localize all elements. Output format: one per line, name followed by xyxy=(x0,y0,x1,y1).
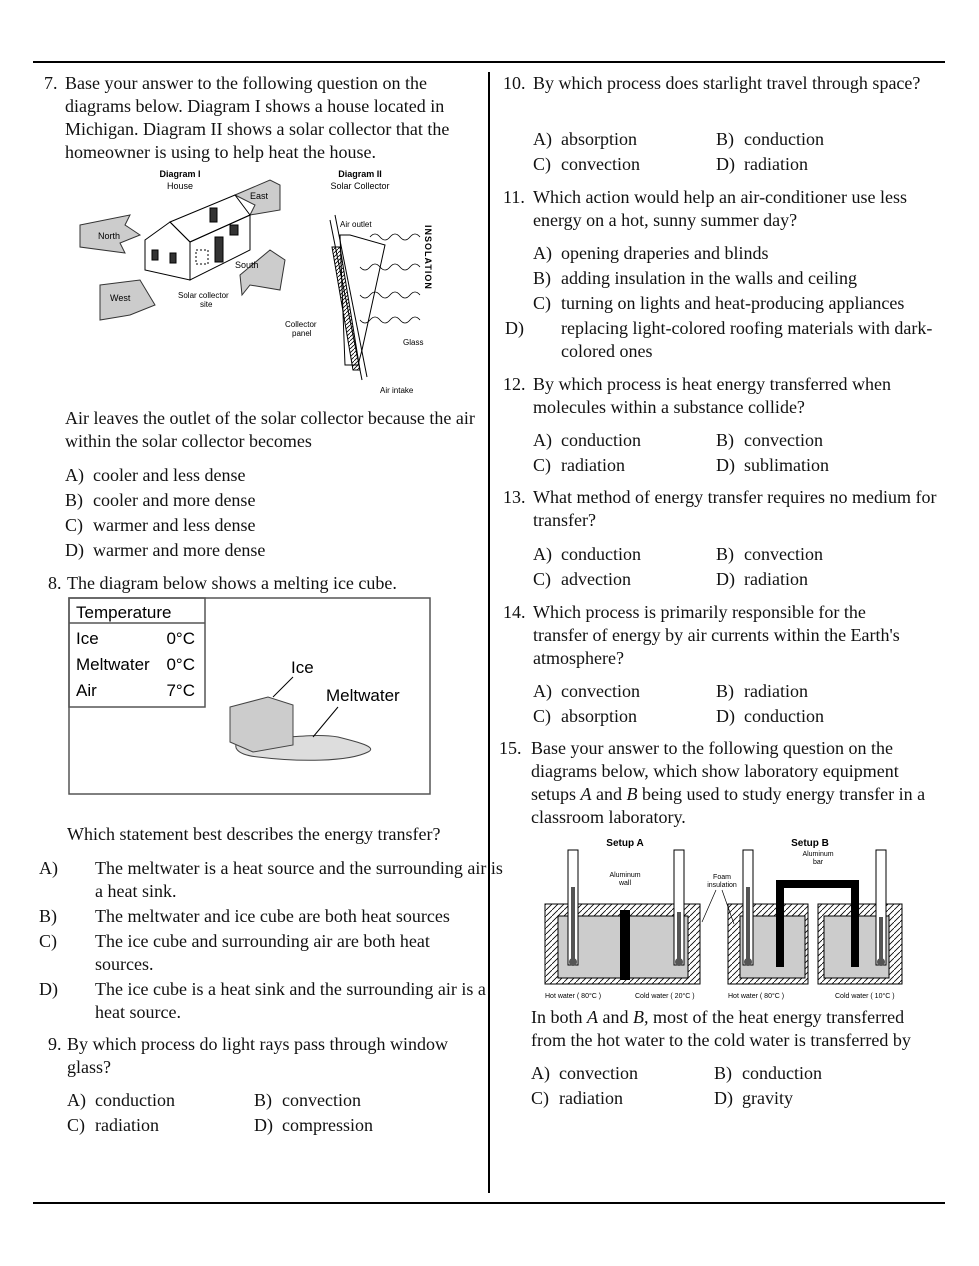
question-number: 14. xyxy=(503,602,526,622)
option-a[interactable] xyxy=(533,428,641,453)
option-text: conduction xyxy=(95,1090,175,1110)
insolation-waves xyxy=(360,234,420,323)
setup-b-label: Setup B xyxy=(791,838,829,849)
option-letter: C) xyxy=(67,1115,85,1135)
option-letter: D) xyxy=(716,455,735,475)
option-letter: C) xyxy=(533,569,551,589)
lab-setup-diagram xyxy=(540,832,910,1004)
option-d[interactable] xyxy=(716,704,824,729)
option-c[interactable] xyxy=(67,1113,159,1138)
option-letter: A) xyxy=(533,544,552,564)
air-row-value: 7°C xyxy=(166,681,195,700)
question-stem: By which process does starlight travel through space? xyxy=(533,73,921,93)
option-b[interactable] xyxy=(65,488,255,513)
ice-label: Ice xyxy=(291,658,314,677)
option-letter: A) xyxy=(533,243,552,263)
option-d[interactable] xyxy=(254,1113,373,1138)
option-b[interactable] xyxy=(254,1088,361,1113)
option-text: adding insulation in the walls and ceiling xyxy=(561,268,857,288)
option-text: convection xyxy=(561,154,640,174)
option-c[interactable] xyxy=(533,567,631,592)
meltwater-label: Meltwater xyxy=(326,686,400,705)
option-d[interactable] xyxy=(716,152,808,177)
aluminum-wall-label-2: wall xyxy=(618,880,632,887)
question-stem: Which process is primarily responsible for the transfer of energy by air currents within the Earth's atmosphere? xyxy=(533,602,900,668)
question-number: 13. xyxy=(503,487,526,507)
option-letter: D) xyxy=(714,1088,733,1108)
option-letter: D) xyxy=(254,1115,273,1135)
option-b[interactable] xyxy=(39,905,505,928)
question-number: 12. xyxy=(503,374,526,394)
question-number: 8. xyxy=(48,573,62,593)
south-label: South xyxy=(235,260,259,270)
option-letter: D) xyxy=(65,540,84,560)
option-text: replacing light-colored roofing materials with dark-colored ones xyxy=(561,318,933,361)
west-label: West xyxy=(110,293,131,303)
collector-panel-label: Collector xyxy=(285,320,317,329)
prompt-setup-a: A xyxy=(587,1007,598,1027)
option-c[interactable] xyxy=(533,152,640,177)
aluminum-wall-label: Aluminum xyxy=(609,872,641,879)
option-text: The meltwater is a heat source and the surrounding air is a heat sink. xyxy=(95,858,503,901)
option-letter: B) xyxy=(716,681,734,701)
option-b[interactable] xyxy=(716,542,823,567)
diagram-1-title: Diagram I xyxy=(159,169,201,179)
option-d[interactable] xyxy=(714,1086,793,1111)
question-number: 11. xyxy=(503,187,525,207)
option-letter: D) xyxy=(505,318,524,338)
collector-panel-label-2: panel xyxy=(292,329,312,338)
option-letter: C) xyxy=(533,455,551,475)
option-text: The meltwater and ice cube are both heat sources xyxy=(95,906,450,926)
option-letter: A) xyxy=(533,681,552,701)
option-text: advection xyxy=(561,569,631,589)
option-b[interactable] xyxy=(716,428,823,453)
option-c[interactable] xyxy=(39,930,490,976)
east-label: East xyxy=(250,191,269,201)
option-text: convection xyxy=(744,544,823,564)
option-text: convection xyxy=(282,1090,361,1110)
meltwater-row-label: Meltwater xyxy=(76,655,150,674)
option-a[interactable] xyxy=(67,1088,175,1113)
option-b[interactable] xyxy=(533,266,857,291)
option-letter: A) xyxy=(531,1063,550,1083)
cold-water-a-label: Cold water ( 20°C ) xyxy=(635,993,695,1000)
solar-collector-site-label: Solar collector xyxy=(178,291,229,300)
option-text: absorption xyxy=(561,129,637,149)
option-c[interactable] xyxy=(65,513,255,538)
option-letter: B) xyxy=(714,1063,732,1083)
option-text: turning on lights and heat-producing appliances xyxy=(561,293,905,313)
air-intake-label: Air intake xyxy=(380,386,414,395)
option-a[interactable] xyxy=(39,857,505,903)
question-stem: The diagram below shows a melting ice cube. xyxy=(67,573,397,593)
prompt-text: and xyxy=(598,1007,633,1027)
option-c[interactable] xyxy=(531,1086,623,1111)
question-stem: By which process is heat energy transferred when molecules within a substance collide? xyxy=(533,374,892,417)
option-letter: B) xyxy=(716,544,734,564)
option-letter: C) xyxy=(533,293,551,313)
temperature-table-header: Temperature xyxy=(76,603,172,622)
option-b[interactable] xyxy=(714,1061,822,1086)
meltwater-row-value: 0°C xyxy=(166,655,195,674)
option-c[interactable] xyxy=(533,291,904,316)
option-text: radiation xyxy=(744,569,808,589)
option-letter: A) xyxy=(39,858,58,878)
ice-row-label: Ice xyxy=(76,629,99,648)
option-text: warmer and more dense xyxy=(93,540,266,560)
option-text: radiation xyxy=(95,1115,159,1135)
setup-a-drawing xyxy=(545,850,700,984)
option-text: radiation xyxy=(744,681,808,701)
option-c[interactable] xyxy=(533,453,625,478)
option-a[interactable] xyxy=(531,1061,638,1086)
option-letter: D) xyxy=(716,569,735,589)
option-text: absorption xyxy=(561,706,637,726)
question-stem xyxy=(531,737,943,829)
option-letter: B) xyxy=(716,129,734,149)
solar-house-diagram xyxy=(70,165,440,400)
solar-collector-drawing xyxy=(330,215,385,380)
glass-label: Glass xyxy=(403,338,424,347)
top-rule xyxy=(33,61,945,63)
option-text: gravity xyxy=(742,1088,793,1108)
prompt-text: In both xyxy=(531,1007,587,1027)
option-letter: D) xyxy=(39,979,58,999)
option-text: opening draperies and blinds xyxy=(561,243,769,263)
question-stem: Base your answer to the following question on the diagrams below. Diagram I shows a house located in Michigan. Diagram II shows a solar collector that the homeowner is using to help heat the house. xyxy=(65,73,450,162)
option-letter: D) xyxy=(716,706,735,726)
option-letter: B) xyxy=(254,1090,272,1110)
option-text: conduction xyxy=(742,1063,822,1083)
option-letter: B) xyxy=(39,906,57,926)
cold-water-b-label: Cold water ( 10°C ) xyxy=(835,993,895,1000)
prompt-text: most of the heat energy transferred from the hot water to the cold water is transferred by xyxy=(531,1007,911,1050)
air-row-label: Air xyxy=(76,681,97,700)
option-a[interactable] xyxy=(533,542,641,567)
option-d[interactable] xyxy=(716,453,829,478)
option-letter: C) xyxy=(65,515,83,535)
solar-collector-site-label-2: site xyxy=(200,300,213,309)
option-c[interactable] xyxy=(533,704,637,729)
option-d[interactable] xyxy=(716,567,808,592)
option-letter: A) xyxy=(533,129,552,149)
setup-b-drawing xyxy=(728,850,902,984)
option-text: radiation xyxy=(561,455,625,475)
option-text: conduction xyxy=(744,706,824,726)
option-d[interactable] xyxy=(65,538,265,563)
diagram-1-subtitle: House xyxy=(166,181,194,191)
bottom-rule xyxy=(33,1202,945,1204)
option-a[interactable] xyxy=(65,463,245,488)
option-letter: A) xyxy=(67,1090,86,1110)
question-stem: Which action would help an air-conditioner use less energy on a hot, sunny summer day? xyxy=(533,187,908,230)
ice-cube xyxy=(230,697,293,752)
diagram-2-title: Diagram II xyxy=(338,169,382,179)
stem-text: being used to study energy transfer in a classroom laboratory. xyxy=(531,784,926,827)
option-text: conduction xyxy=(561,430,641,450)
diagram-2-subtitle: Solar Collector xyxy=(330,181,390,191)
option-text: convection xyxy=(744,430,823,450)
stem-setup-b: B xyxy=(626,784,638,804)
option-text: cooler and more dense xyxy=(93,490,256,510)
prompt-setup-b: B, xyxy=(633,1007,649,1027)
aluminum-bar-label-2: bar xyxy=(812,859,824,866)
option-letter: B) xyxy=(533,268,551,288)
question-number: 10. xyxy=(503,73,526,93)
option-letter: A) xyxy=(533,430,552,450)
ice-row-value: 0°C xyxy=(166,629,195,648)
column-divider xyxy=(488,72,490,1193)
option-letter: C) xyxy=(533,154,551,174)
option-text: compression xyxy=(282,1115,373,1135)
foam-insulation-label-2: insulation xyxy=(707,882,737,889)
question-stem: What method of energy transfer requires no medium for transfer? xyxy=(533,487,937,530)
hot-water-a-label: Hot water ( 80°C ) xyxy=(545,993,602,1000)
option-text: convection xyxy=(561,681,640,701)
stem-setup-a: A xyxy=(580,784,592,804)
stem-text: Base your answer to the following question on the diagrams below, which show laboratory equipment setups xyxy=(531,738,899,804)
question-stem: By which process do light rays pass through window glass? xyxy=(67,1034,448,1077)
option-text: conduction xyxy=(744,129,824,149)
option-text: conduction xyxy=(561,544,641,564)
option-text: cooler and less dense xyxy=(93,465,246,485)
foam-insulation-label: Foam xyxy=(713,874,731,881)
option-letter: C) xyxy=(531,1088,549,1108)
option-letter: B) xyxy=(65,490,83,510)
option-letter: A) xyxy=(65,465,84,485)
setup-a-label: Setup A xyxy=(606,838,644,849)
question-8-prompt: Which statement best describes the energy transfer? xyxy=(67,824,441,844)
insolation-label: INSOLATION xyxy=(423,225,433,290)
option-text: radiation xyxy=(559,1088,623,1108)
question-number: 7. xyxy=(44,73,58,93)
question-number: 15. xyxy=(499,738,522,758)
air-outlet-label: Air outlet xyxy=(340,220,372,229)
question-number: 9. xyxy=(48,1034,62,1054)
option-d[interactable] xyxy=(39,978,490,1024)
option-letter: B) xyxy=(716,430,734,450)
option-a[interactable] xyxy=(533,241,768,266)
option-text: sublimation xyxy=(744,455,829,475)
option-letter: D) xyxy=(716,154,735,174)
north-label: North xyxy=(98,231,121,241)
option-letter: C) xyxy=(39,931,57,951)
option-a[interactable] xyxy=(533,679,640,704)
hot-water-b-label: Hot water ( 80°C ) xyxy=(728,993,785,1000)
option-d[interactable] xyxy=(505,317,956,363)
option-letter: C) xyxy=(533,706,551,726)
stem-text: and xyxy=(591,784,627,804)
option-text: radiation xyxy=(744,154,808,174)
option-b[interactable] xyxy=(716,127,824,152)
question-15-prompt xyxy=(531,1006,943,1052)
option-text: warmer and less dense xyxy=(93,515,256,535)
option-text: The ice cube is a heat sink and the surrounding air is a heat source. xyxy=(95,979,486,1022)
question-7-prompt: Air leaves the outlet of the solar collector because the air within the solar collector becomes xyxy=(65,408,475,451)
option-a[interactable] xyxy=(533,127,637,152)
aluminum-bar-label: Aluminum xyxy=(802,851,834,858)
melting-ice-diagram xyxy=(68,597,432,797)
option-b[interactable] xyxy=(716,679,808,704)
option-text: convection xyxy=(559,1063,638,1083)
option-text: The ice cube and surrounding air are both heat sources. xyxy=(95,931,430,974)
